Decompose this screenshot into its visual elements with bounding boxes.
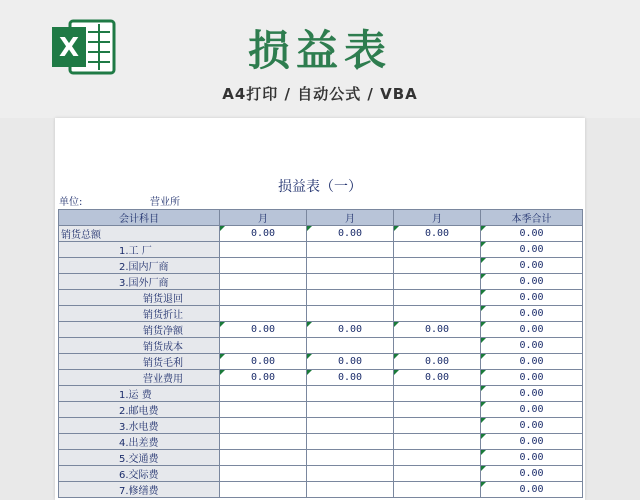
row-label[interactable]: 销货成本 [59, 338, 220, 354]
month-cell[interactable] [307, 450, 394, 466]
row-label[interactable]: 销货退回 [59, 290, 220, 306]
total-cell[interactable]: 0.00 [481, 322, 583, 338]
month-cell[interactable] [394, 258, 481, 274]
row-label[interactable]: 3.水电费 [59, 418, 220, 434]
page-header [0, 0, 640, 118]
table-row [59, 306, 583, 322]
month-cell[interactable] [220, 290, 307, 306]
month-cell[interactable] [220, 386, 307, 402]
total-cell[interactable]: 0.00 [481, 274, 583, 290]
month-cell[interactable] [307, 466, 394, 482]
unit-row [59, 193, 579, 207]
total-cell[interactable]: 0.00 [481, 226, 583, 242]
month-cell[interactable]: 0.00 [220, 370, 307, 386]
month-cell[interactable] [220, 258, 307, 274]
month-cell[interactable]: 0.00 [394, 370, 481, 386]
table-row [59, 482, 583, 498]
month-cell[interactable] [394, 242, 481, 258]
month-cell[interactable] [394, 290, 481, 306]
month-cell[interactable]: 0.00 [394, 354, 481, 370]
month-cell[interactable]: 0.00 [307, 322, 394, 338]
row-label[interactable]: 7.修缮费 [59, 482, 220, 498]
column-header[interactable]: 月 [220, 210, 307, 226]
row-label[interactable]: 2.国内厂商 [59, 258, 220, 274]
month-cell[interactable] [307, 418, 394, 434]
month-cell[interactable]: 0.00 [307, 354, 394, 370]
month-cell[interactable] [307, 338, 394, 354]
row-label[interactable]: 销货净额 [59, 322, 220, 338]
table-row [59, 354, 583, 370]
month-cell[interactable] [394, 434, 481, 450]
unit-value[interactable]: 营业所 [150, 197, 180, 208]
month-cell[interactable] [307, 482, 394, 498]
month-cell[interactable] [307, 258, 394, 274]
total-cell[interactable]: 0.00 [481, 434, 583, 450]
row-label[interactable]: 销货折让 [59, 306, 220, 322]
month-cell[interactable] [220, 466, 307, 482]
table-row [59, 258, 583, 274]
month-cell[interactable] [394, 306, 481, 322]
unit-label: 单位: [59, 197, 83, 208]
month-cell[interactable] [394, 450, 481, 466]
table-row [59, 226, 583, 242]
total-cell[interactable]: 0.00 [481, 418, 583, 434]
total-cell[interactable]: 0.00 [481, 354, 583, 370]
column-header[interactable]: 月 [307, 210, 394, 226]
column-header[interactable]: 本季合计 [481, 210, 583, 226]
month-cell[interactable] [394, 402, 481, 418]
svg-text:X: X [58, 33, 80, 63]
month-cell[interactable] [394, 482, 481, 498]
row-label[interactable]: 销货总额 [59, 226, 220, 242]
month-cell[interactable] [307, 386, 394, 402]
table-row [59, 290, 583, 306]
month-cell[interactable]: 0.00 [220, 226, 307, 242]
total-cell[interactable]: 0.00 [481, 370, 583, 386]
total-cell[interactable]: 0.00 [481, 338, 583, 354]
month-cell[interactable] [220, 402, 307, 418]
table-row [59, 402, 583, 418]
total-cell[interactable]: 0.00 [481, 466, 583, 482]
column-header[interactable]: 会计科目 [59, 210, 220, 226]
table-row [59, 370, 583, 386]
table-row [59, 450, 583, 466]
row-label[interactable]: 销货毛利 [59, 354, 220, 370]
table-row [59, 418, 583, 434]
total-cell[interactable]: 0.00 [481, 258, 583, 274]
month-cell[interactable] [394, 274, 481, 290]
row-label[interactable]: 2.邮电费 [59, 402, 220, 418]
month-cell[interactable] [307, 274, 394, 290]
month-cell[interactable] [220, 338, 307, 354]
table-row [59, 466, 583, 482]
month-cell[interactable] [307, 434, 394, 450]
table-row [59, 242, 583, 258]
row-label[interactable]: 1.工 厂 [59, 242, 220, 258]
row-label[interactable]: 4.出差费 [59, 434, 220, 450]
month-cell[interactable]: 0.00 [394, 226, 481, 242]
month-cell[interactable] [307, 290, 394, 306]
income-table [58, 209, 583, 498]
month-cell[interactable]: 0.00 [307, 226, 394, 242]
month-cell[interactable] [307, 402, 394, 418]
total-cell[interactable]: 0.00 [481, 450, 583, 466]
table-row [59, 434, 583, 450]
month-cell[interactable] [220, 242, 307, 258]
month-cell[interactable] [307, 242, 394, 258]
row-label[interactable]: 3.国外厂商 [59, 274, 220, 290]
total-cell[interactable]: 0.00 [481, 306, 583, 322]
month-cell[interactable]: 0.00 [220, 354, 307, 370]
month-cell[interactable] [394, 386, 481, 402]
page-title: 损益表 [247, 26, 392, 75]
total-cell[interactable]: 0.00 [481, 242, 583, 258]
row-label[interactable]: 6.交际费 [59, 466, 220, 482]
row-label[interactable]: 营业费用 [59, 370, 220, 386]
month-cell[interactable] [394, 466, 481, 482]
total-cell[interactable]: 0.00 [481, 402, 583, 418]
table-row [59, 322, 583, 338]
column-header[interactable]: 月 [394, 210, 481, 226]
total-cell[interactable]: 0.00 [481, 482, 583, 498]
month-cell[interactable] [220, 306, 307, 322]
row-label[interactable]: 5.交通费 [59, 450, 220, 466]
table-row [59, 274, 583, 290]
spreadsheet [55, 118, 585, 500]
month-cell[interactable] [220, 274, 307, 290]
total-cell[interactable]: 0.00 [481, 386, 583, 402]
sheet-title: 损益表（一） [278, 179, 362, 195]
total-cell[interactable]: 0.00 [481, 290, 583, 306]
month-cell[interactable] [220, 418, 307, 434]
month-cell[interactable] [394, 418, 481, 434]
month-cell[interactable] [394, 338, 481, 354]
table-row [59, 338, 583, 354]
month-cell[interactable]: 0.00 [394, 322, 481, 338]
table-row [59, 386, 583, 402]
month-cell[interactable]: 0.00 [307, 370, 394, 386]
page-subtitle: A4打印 / 自动公式 / VBA [222, 85, 418, 103]
month-cell[interactable] [220, 450, 307, 466]
month-cell[interactable] [220, 482, 307, 498]
header-row [59, 210, 583, 226]
month-cell[interactable]: 0.00 [220, 322, 307, 338]
row-label[interactable]: 1.运 费 [59, 386, 220, 402]
month-cell[interactable] [220, 434, 307, 450]
month-cell[interactable] [307, 306, 394, 322]
